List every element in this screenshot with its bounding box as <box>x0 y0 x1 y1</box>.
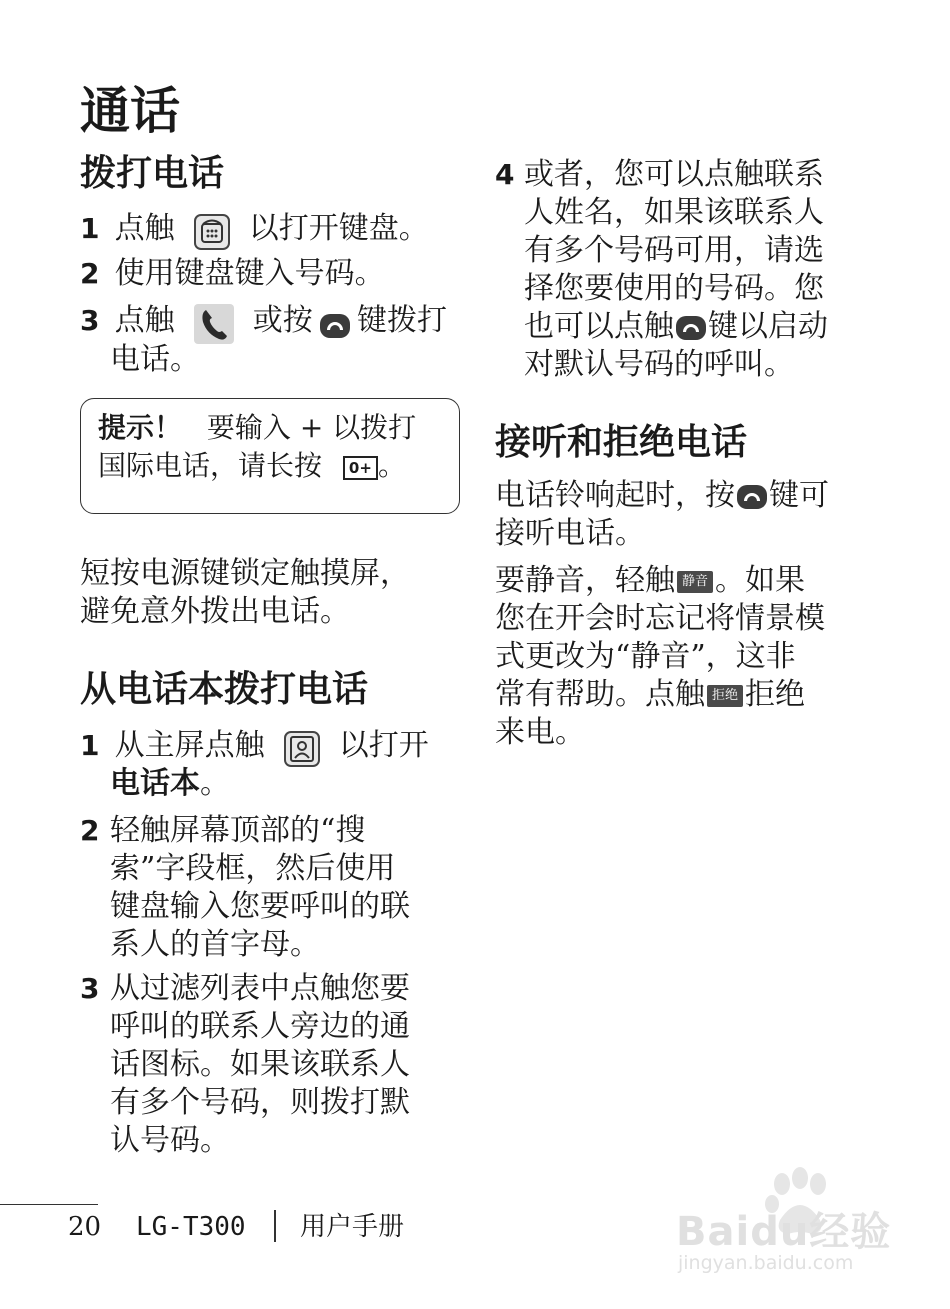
footer-manual: 用户手册 <box>300 1212 405 1242</box>
tip-line-1: 提示！ 要输入 + 以拨打 <box>98 411 417 444</box>
section-heading-make-call: 拨打电话 <box>80 153 225 194</box>
contacts-icon <box>284 731 320 771</box>
step-4-number: 4 <box>495 158 515 191</box>
watermark-url: jingyan.baidu.com <box>678 1252 854 1274</box>
footer-model: LG-T300 <box>136 1212 246 1242</box>
reject-button-icon: 拒绝 <box>707 685 743 707</box>
paragraph-lock-line-1: 短按电源键锁定触摸屏， <box>80 556 410 591</box>
step-2: 2 使用键盘键入号码。 <box>80 256 385 291</box>
send-key-icon <box>320 314 350 338</box>
send-key-icon <box>676 316 706 340</box>
footer-separator <box>274 1210 276 1242</box>
step-1: 1 点触 以打开键盘。 <box>80 210 460 254</box>
tip-label: 提示！ <box>98 411 183 444</box>
send-key-icon <box>737 485 767 509</box>
contacts-step-3: 从过滤列表中点触您要 呼叫的联系人旁边的通 话图标。如果该联系人 有多个号码，则拨打默 认号码。 <box>110 971 410 1158</box>
baidu-watermark <box>676 1160 916 1280</box>
contacts-step-1-cont: 电话本。 <box>110 766 230 801</box>
section-heading-answer-reject: 接听和拒绝电话 <box>495 422 748 463</box>
zero-plus-key: 0+ <box>343 456 378 480</box>
watermark-brand: Baidu经验 <box>676 1209 892 1255</box>
tip-line-2: 国际电话，请长按 0+ 。 <box>98 449 406 482</box>
contacts-step-2: 轻触屏幕顶部的“搜 索”字段框，然后使用 键盘输入您要呼叫的联 系人的首字母。 <box>110 813 410 962</box>
footer-rule <box>0 1204 98 1205</box>
contacts-step-3-number: 3 <box>80 972 100 1005</box>
step-4: 或者，您可以点触联系 人姓名，如果该联系人 有多个号码可用，请选 择您要使用的号码。您 也可以点触 键以启动 对默认号码的呼叫。 <box>524 157 828 382</box>
contacts-step-1: 1 从主屏点触 以打开 <box>80 727 470 771</box>
answer-paragraph: 电话铃响起时，按 键可 接听电话。 <box>495 478 829 551</box>
contacts-step-2-number: 2 <box>80 814 100 847</box>
mute-button-icon: 静音 <box>677 571 713 593</box>
page-number: 20 <box>68 1212 102 1242</box>
step-3-cont: 电话。 <box>110 342 200 377</box>
step-3: 3 点触 或按 键拨打 <box>80 302 470 348</box>
page-title: 通话 <box>80 82 180 140</box>
silence-paragraph: 要静音，轻触 静音 。如果 您在开会时忘记将情景模 式更改为“静音”，这非 常有帮助。点触 拒绝 拒绝 来电。 <box>495 563 825 750</box>
dialer-icon <box>194 214 230 254</box>
section-heading-contacts-call: 从电话本拨打电话 <box>80 669 369 710</box>
paragraph-lock-line-2: 避免意外拨出电话。 <box>80 594 350 629</box>
